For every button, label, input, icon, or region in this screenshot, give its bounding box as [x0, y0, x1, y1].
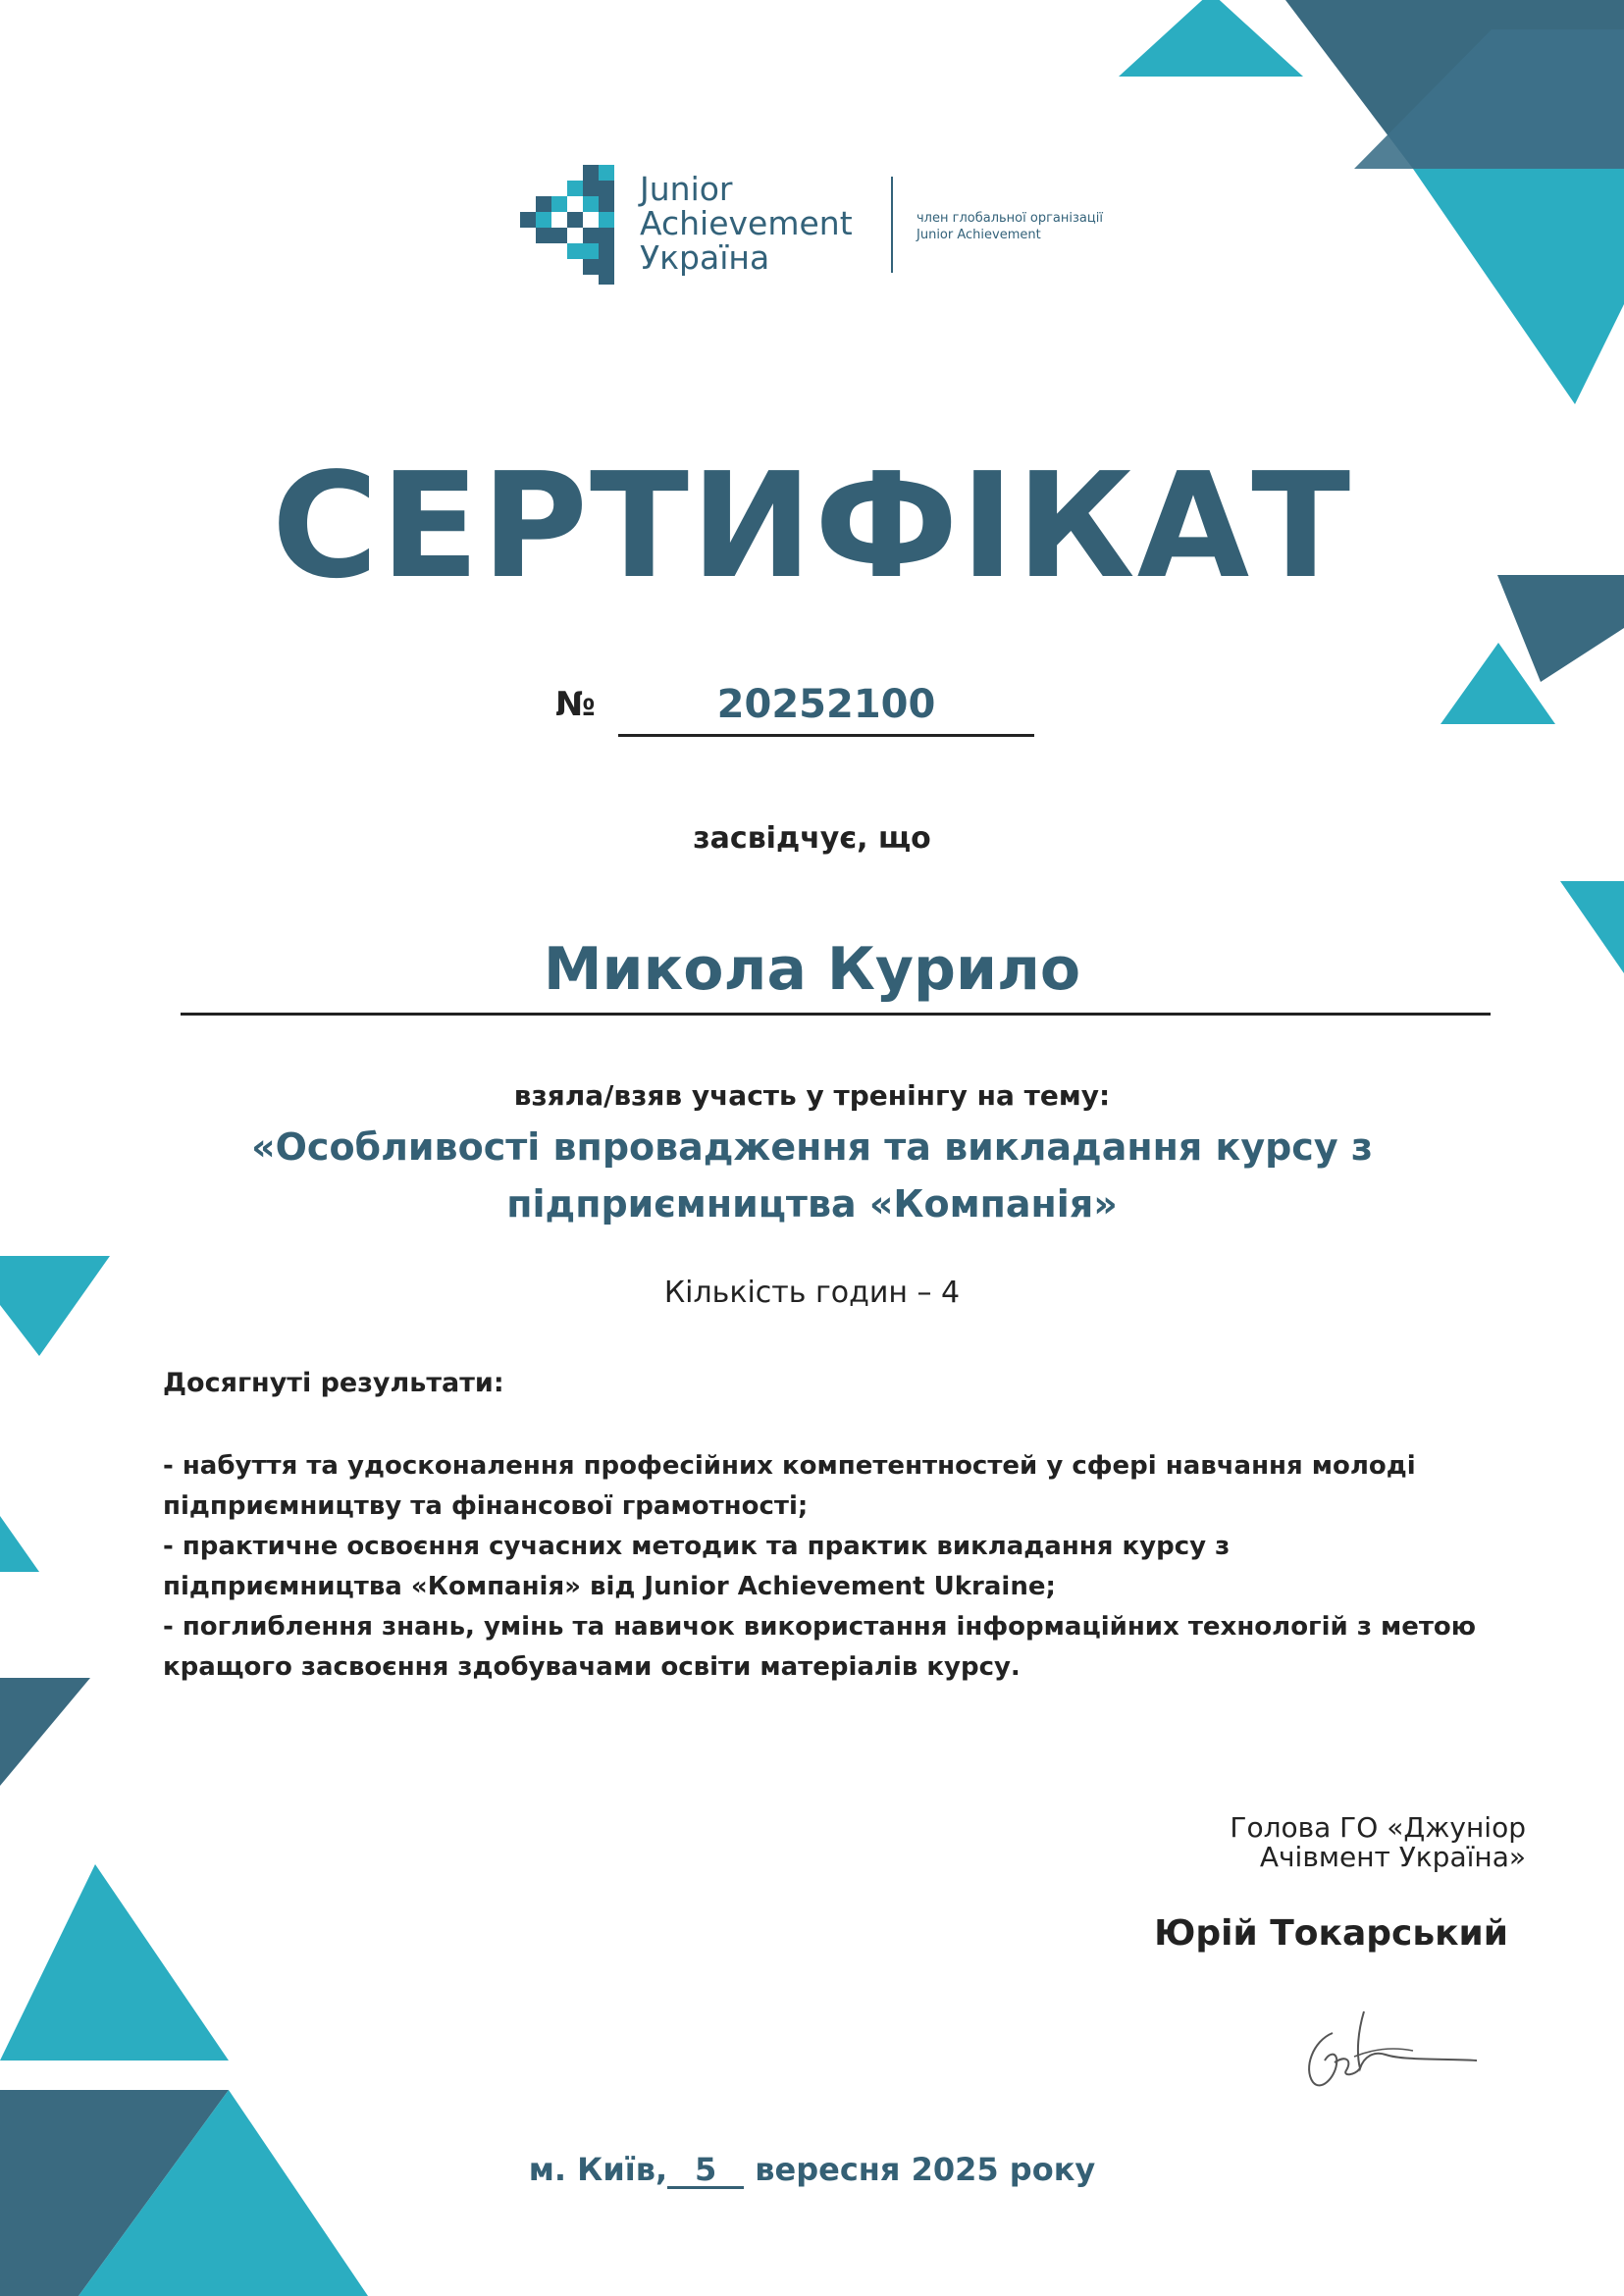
number-underline — [618, 734, 1034, 737]
logo-line-3: Україна — [640, 238, 770, 277]
recipient-underline — [181, 1013, 1491, 1016]
triangle-left-3 — [0, 1678, 90, 1786]
triangle-top-light — [1413, 169, 1624, 404]
result-item: - поглиблення знань, умінь та навичок використання інформаційних технологій з метою кращого засвоєння здобувачами освіти матеріалів курсу. — [163, 1612, 1477, 1682]
logo-line-2: Achievement — [640, 204, 853, 242]
logo-member-text — [917, 210, 1103, 243]
number-label: № — [555, 685, 596, 724]
results-heading: Досягнуті результати: — [163, 1368, 504, 1398]
logo-member-line-1: член глобальної організації — [917, 211, 1103, 226]
attests-text: засвідчує, що — [693, 821, 931, 856]
results-list — [163, 1446, 1478, 1688]
logo-line-1: Junior — [640, 170, 733, 208]
result-item: - набуття та удосконалення професійних компетентностей у сфері навчання молоді підприємництву та фінансової грамотності; — [163, 1451, 1416, 1521]
date-day: 5 — [667, 2153, 744, 2189]
triangle-top-small — [1119, 0, 1303, 77]
triangle-bottom-light — [0, 1864, 229, 2061]
logo-member-line-2: Junior Achievement — [917, 228, 1041, 242]
date-suffix: вересня 2025 року — [755, 2151, 1096, 2188]
signatory-title — [1079, 1813, 1526, 1872]
logo-divider — [891, 177, 893, 273]
signatory-name: Юрій Токарський — [1154, 1913, 1508, 1954]
signatory-title-line-1: Голова ГО «Джуніор — [1230, 1811, 1526, 1844]
certificate-number: 20252100 — [716, 682, 936, 727]
junior-achievement-logo-icon — [520, 165, 618, 285]
issue-date — [0, 2151, 1624, 2189]
result-item: - практичне освоєння сучасних методик та практик викладання курсу з підприємництва «Компанія» від Junior Achievement Ukraine; — [163, 1532, 1231, 1601]
handwritten-signature — [1295, 1992, 1482, 2100]
certificate-title: СЕРТИФІКАТ — [271, 442, 1353, 610]
signatory-title-line-2: Ачівмент Україна» — [1259, 1841, 1526, 1873]
triangle-left-2 — [0, 1516, 39, 1572]
hours-count: Кількість годин – 4 — [663, 1276, 961, 1310]
recipient-name: Микола Курило — [543, 935, 1081, 1004]
logo-wordmark — [640, 172, 853, 275]
training-topic: «Особливості впровадження та викладання курсу з підприємництва «Компанія» — [251, 1125, 1373, 1226]
date-prefix: м. Київ, — [528, 2151, 668, 2188]
participation-text: взяла/взяв участь у тренінгу на тему: — [513, 1079, 1111, 1112]
